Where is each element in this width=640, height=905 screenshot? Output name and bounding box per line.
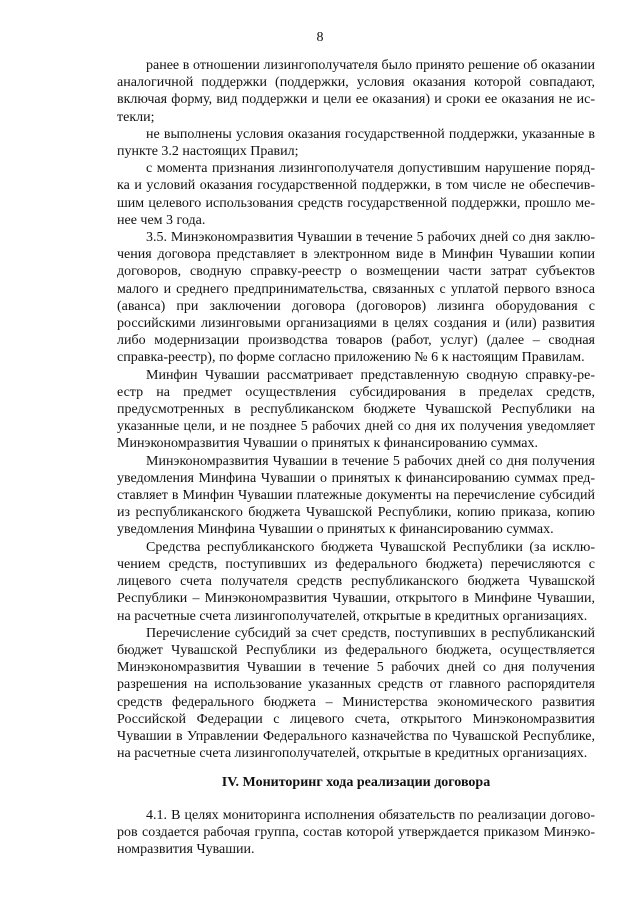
page-number: 8: [316, 30, 324, 45]
document-body: [117, 57, 595, 858]
paragraph: 3.5. Минэкономразвития Чувашии в течение 5 рабочих дней со дня заключения договора представляет в электронном виде в Минфин Чувашии копии договоров, сводную справку-реестр о возмещении части затрат субъектов малого и среднего предпринимательства, связанных с уплатой первого взноса (аванса) при заключении договора (договоров) лизинга оборудования с российскими лизинговыми организациями в целях создания и (или) развития либо модернизации производства товаров (работ, услуг) (далее – сводная справка-реестр), по форме согласно приложению № 6 к настоящим Правилам.: [117, 230, 595, 366]
paragraph: Минэкономразвития Чувашии в течение 5 рабочих дней со дня получения уведомления Минфина Чувашии о принятых к финансированию суммах представляет в Минфин Чувашии платежные документы на перечисление субсидий из республиканского бюджета Чувашской Республики, копию приказа, копию уведомления Минфина Чувашии о принятых к финансированию суммах.: [117, 453, 595, 538]
paragraph: 4.1. В целях мониторинга исполнения обязательств по реализации договоров создается рабочая группа, состав которой утверждается приказом Минэкономразвития Чувашии.: [117, 807, 595, 857]
paragraph: Перечисление субсидий за счет средств, поступивших в республиканский бюджет Чувашской Республики из федерального бюджета, осуществляется Минэкономразвития Чувашии в течение 5 рабочих дней со дня получения разрешения на использование указанных средств от главного распорядителя средств федерального бюджета – Министерства экономического развития Российской Федерации с лицевого счета, открытого Минэкономразвития Чувашии в Управлении Федерального казначейства по Чувашской Республике, на расчетные счета лизингополучателей, открытые в кредитных организациях.: [117, 625, 595, 762]
paragraph: Средства республиканского бюджета Чувашской Республики (за исключением средств, поступивших из федерального бюджета) перечисляются с лицевого счета получателя средств республиканского бюджета Чувашской Республики – Минэкономразвития Чувашии, открытого в Минфине Чувашии, на расчетные счета лизингополучателей, открытые в кредитных организациях.: [117, 539, 595, 624]
paragraph: Минфин Чувашии рассматривает представленную сводную справку-реестр на предмет осуществления субсидирования в пределах средств, предусмотренных в республиканском бюджете Чувашской Республики на указанные цели, и не позднее 5 рабочих дней со дня их получения уведомляет Минэкономразвития Чувашии о принятых к финансированию суммах.: [117, 367, 595, 452]
paragraph: не выполнены условия оказания государственной поддержки, указанные в пункте 3.2 настоящих Правил;: [117, 126, 595, 160]
paragraph: с момента признания лизингополучателя допустившим нарушение порядка и условий оказания государственной поддержки, в том числе не обеспечившим целевого использования средств государственной поддержки, прошло менее чем 3 года.: [117, 161, 595, 228]
paragraph: ранее в отношении лизингополучателя было принято решение об оказании аналогичной поддержки (поддержки, условия оказания которой совпадают, включая форму, вид поддержки и цели ее оказания) и сроки ее оказания не истекли;: [117, 58, 595, 125]
section-heading: IV. Мониторинг хода реализации договора: [221, 775, 491, 791]
